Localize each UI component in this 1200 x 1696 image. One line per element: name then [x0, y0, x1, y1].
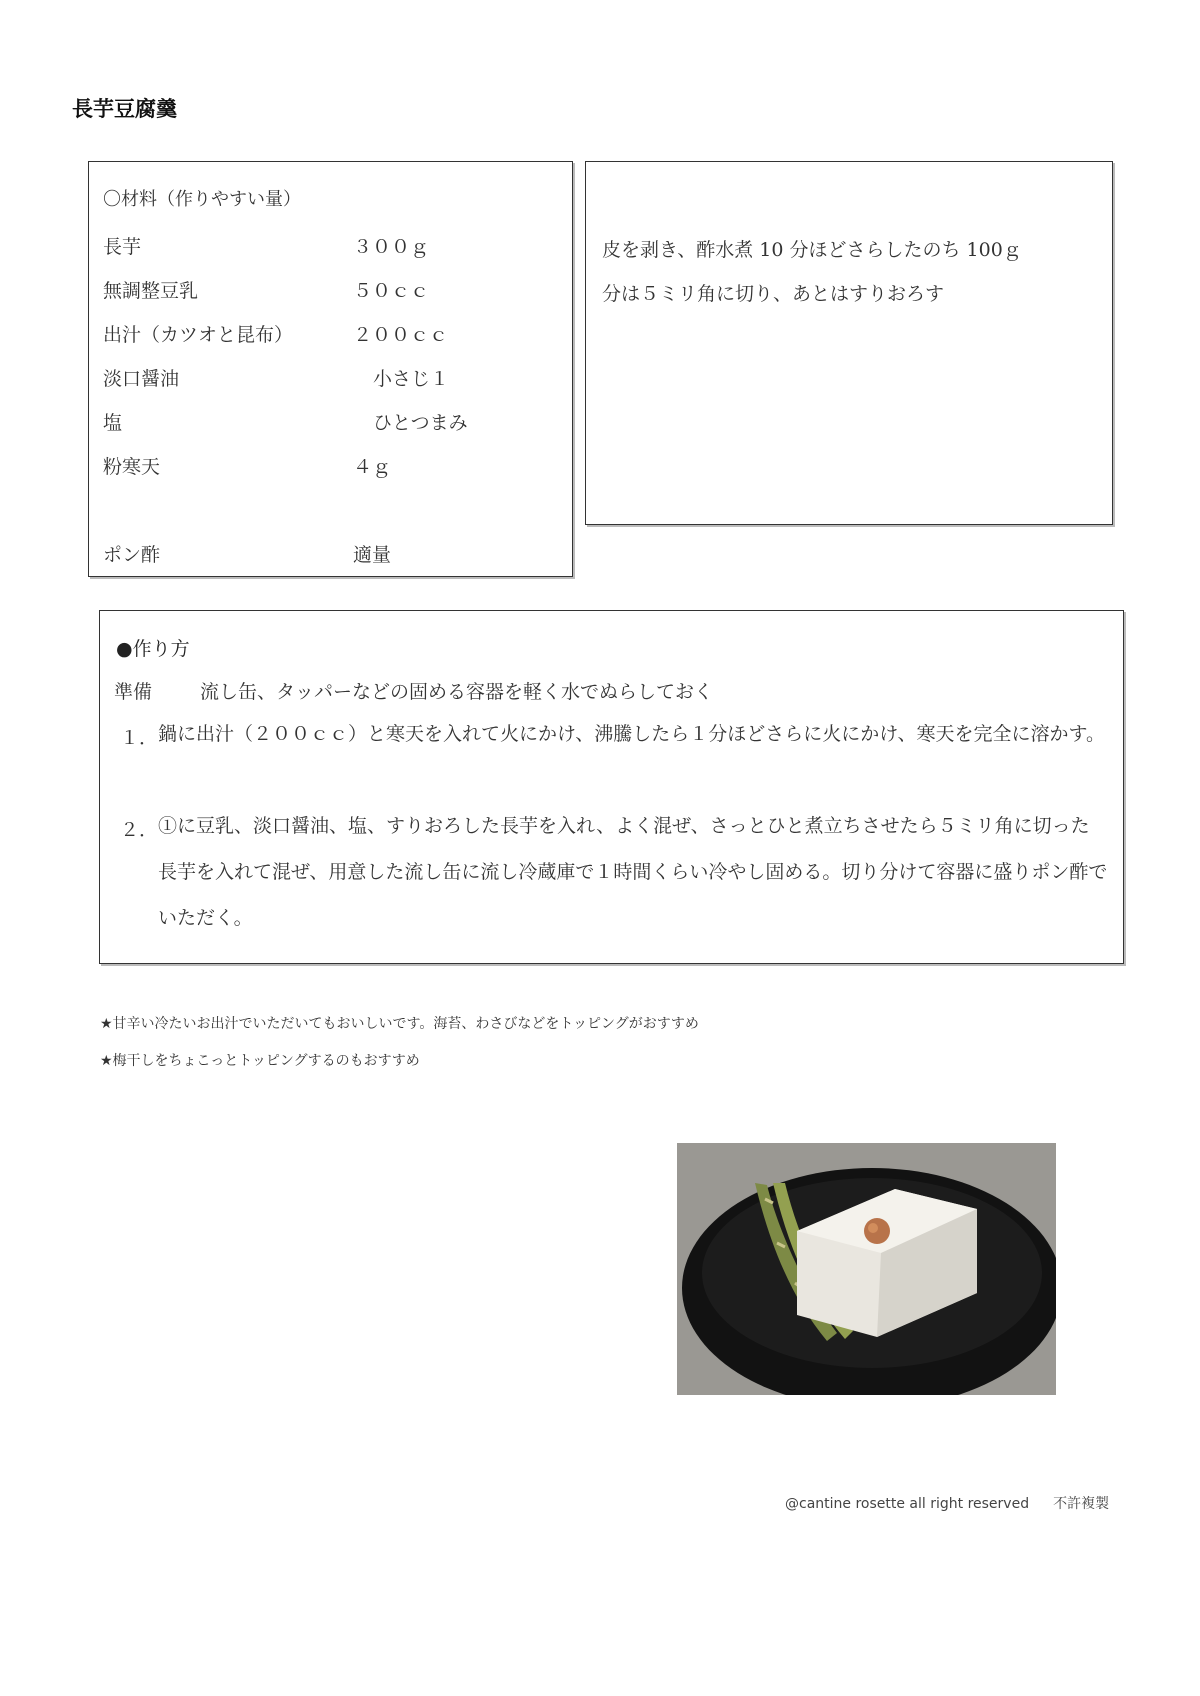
- prep-line: [114, 677, 713, 704]
- ingredients-box: [88, 161, 573, 577]
- ingredient-row: [103, 540, 392, 567]
- ingredient-amount: ５０ｃｃ: [353, 280, 430, 302]
- ingredient-name: 淡口醤油: [103, 368, 180, 390]
- ingredient-amount: 小さじ１: [373, 368, 450, 390]
- ingredient-amount: ２００ｃｃ: [353, 324, 449, 346]
- footer: [785, 1493, 1109, 1513]
- ingredient-amount: ひとつまみ: [373, 412, 468, 434]
- ingredient-name: 長芋: [103, 236, 142, 258]
- method-heading: ●作り方: [116, 638, 190, 660]
- step-number: １．: [120, 727, 159, 749]
- ingredients-heading: 〇材料（作りやすい量）: [103, 189, 301, 210]
- no-copy-text: 不許複製: [1053, 1496, 1110, 1512]
- ingredient-name: ポン酢: [103, 544, 161, 566]
- ingredient-name: 無調整豆乳: [103, 280, 199, 302]
- ingredient-name: 塩: [103, 412, 123, 434]
- method-box: [99, 610, 1124, 964]
- prep-note-line: 皮を剥き、酢水煮 10 分ほどさらしたのち 100ｇ: [602, 239, 1022, 261]
- ingredient-row: [103, 364, 450, 391]
- prep-note: [602, 228, 1022, 316]
- prep-text: 流し缶、タッパーなどの固める容器を軽く水でぬらしておく: [200, 681, 714, 703]
- ingredient-amount: 適量: [353, 544, 392, 566]
- tip-line: ★甘辛い冷たいお出汁でいただいてもおいしいです。海苔、わさびなどをトッピングがおすすめ: [100, 1016, 699, 1032]
- ingredient-row: [103, 408, 468, 435]
- ingredient-row: [103, 452, 392, 479]
- tip-line: ★梅干しをちょこっとトッピングするのもおすすめ: [100, 1053, 420, 1069]
- dish-photo: [677, 1143, 1056, 1395]
- prep-note-line: 分は５ミリ角に切り、あとはすりおろす: [602, 283, 945, 305]
- ingredient-row: [103, 320, 449, 347]
- step-number: ２．: [120, 819, 159, 841]
- ingredient-amount: ３００ｇ: [353, 236, 430, 258]
- copyright-text: @cantine rosette all right reserved: [785, 1496, 1030, 1512]
- ingredient-name: 出汁（カツオと昆布）: [103, 324, 294, 346]
- ingredient-row: [103, 232, 430, 259]
- ingredient-row: [103, 276, 430, 303]
- ingredient-amount: ４ｇ: [353, 456, 392, 478]
- step-text: 鍋に出汁（２００ｃｃ）と寒天を入れて火にかけ、沸騰したら１分ほどさらに火にかけ、寒天を完全に溶かす。: [158, 723, 1105, 745]
- prep-note-box: [585, 161, 1113, 525]
- prep-label: 準備: [114, 681, 153, 703]
- ingredient-name: 粉寒天: [103, 456, 161, 478]
- page-title: 長芋豆腐羹: [72, 97, 177, 121]
- step-text: ①に豆乳、淡口醤油、塩、すりおろした長芋を入れ、よく混ぜ、さっとひと煮立ちさせたら５ミリ角に切った長芋を入れて混ぜ、用意した流し缶に流し冷蔵庫で１時間くらい冷やし固める。切り分けて容器に盛りポン酢でいただく。: [158, 815, 1108, 929]
